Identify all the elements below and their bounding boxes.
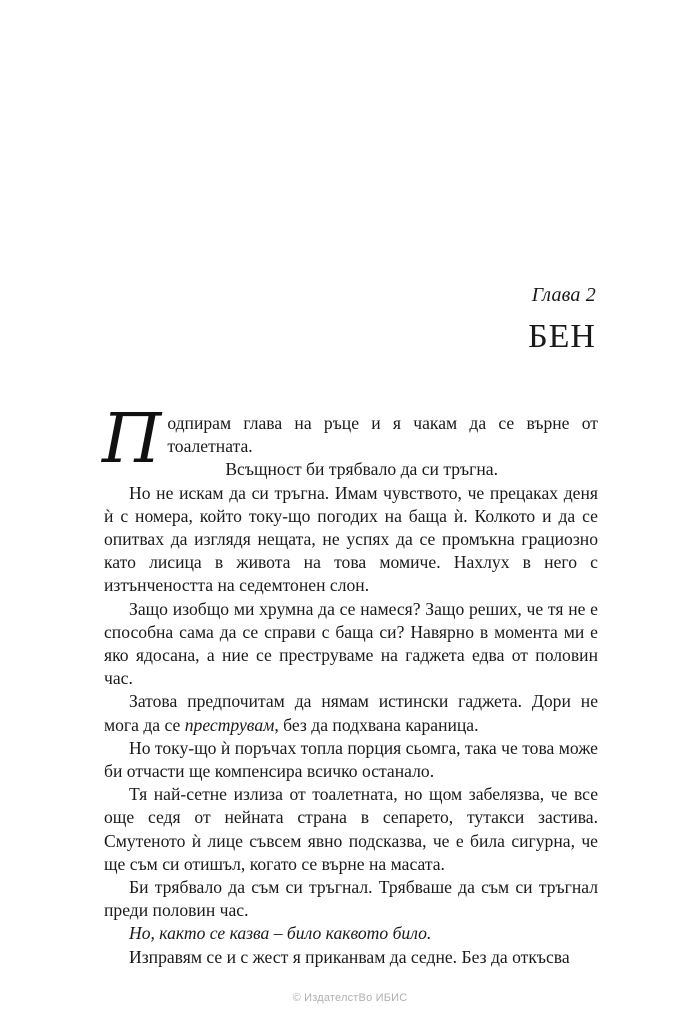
paragraph-10: Изправям се и с жест я приканвам да седне. Без да откъсва [129,946,570,967]
chapter-number: Глава 2 [531,284,596,306]
paragraph-3: Но не искам да си тръгна. Имам чувството, че прецаках деня ѝ с номера, който току-що погодих на баща ѝ. Колкото и да се опитвах да изглядя нещата, не успях да се промъкна грациозно като лисица в живота на това момиче. Нахлух в него с изтънчеността на седемтонен слон. [104,482,598,596]
paragraph-5-italic: преструвам [184,714,275,735]
paragraph-2: Всъщност би трябвало да си тръгна. [225,459,498,480]
paragraph-7: Тя най-сетне излиза от тоалетната, но щом забелязва, че все още седя от нейната страна в сепарето, тутакси застива. Смутеното ѝ лице съвсем явно подсказва, че е била сигурна, че ще съм си отишъл, когато се върне на масата. [104,784,598,874]
paragraph-5-text-b: , без да подхвана караница. [274,714,479,735]
paragraph-8: Би трябвало да съм си тръгнал. Трябваше да съм си тръгнал преди половин час. [104,877,598,921]
paragraph-5-text-a: Затова предпочитам да нямам истински гаджета. Дори не мога да се [104,691,598,735]
paragraph-4: Защо изобщо ми хрумна да се намеся? Защо реших, че тя не е способна сама да се справи с баща си? Навярно в момента ми е яко ядосана, а ние се преструваме на гаджета едва от половин час. [104,598,598,689]
paragraph-9: Но, както се казва – било каквото било. [129,923,432,944]
publisher-footer: © ИздателстВо ИБИС [292,992,408,1004]
chapter-body [102,400,598,969]
chapter-title: БЕН [528,318,596,355]
paragraph-6: Но току-що ѝ поръчах топла порция сьомга, така че това може би отчасти ще компенсира всичко останало. [104,737,598,782]
paragraph-1-text: одпирам глава на ръце и я чакам да се върне от тоалетната. [167,413,598,457]
paragraph-5 [104,690,598,736]
drop-cap-letter: П [102,400,162,479]
